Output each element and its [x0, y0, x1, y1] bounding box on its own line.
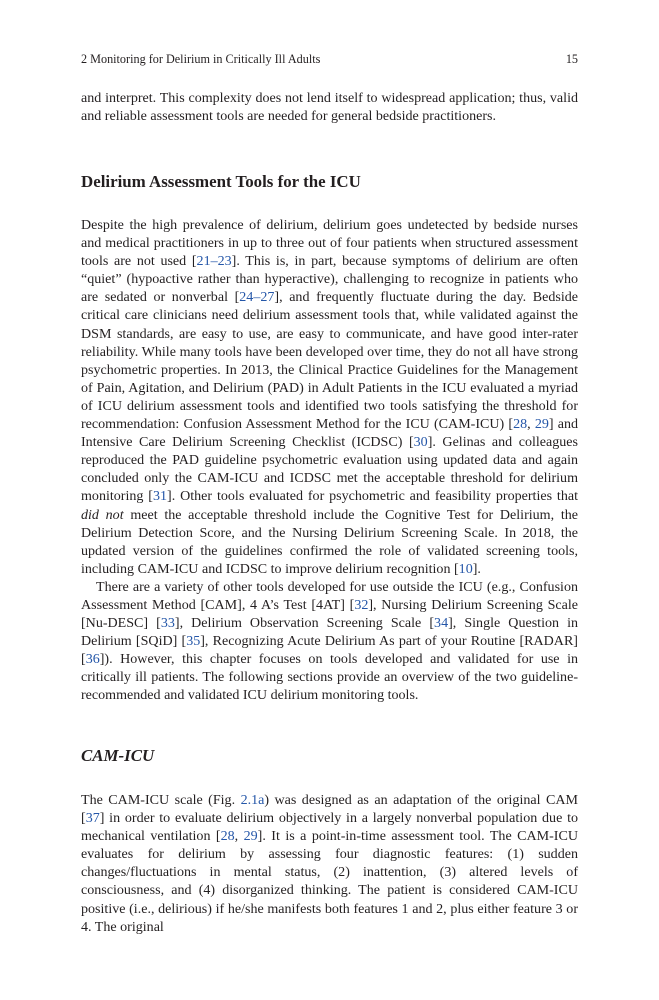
- section1-paragraph-2: There are a variety of other tools developed for use outside the ICU (e.g., Confusion Assessment Method [CAM], 4 A’s Test [4AT] [32], Nursing Delirium Screening Scale [Nu-DESC] [33], Delirium Observation Screening Scale [34], Single Question in Delirium [SQiD] [35], Recognizing Acute Delirium As part of your Routine [RADAR] [36]). However, this chapter focuses on tools developed and validated for use in critically ill patients. The following sections provide an overview of the two guideline-recommended and validated ICU delirium monitoring tools.: [81, 578, 579, 704]
- citation-link[interactable]: 29: [534, 416, 549, 433]
- citation-link[interactable]: 21–23: [196, 253, 232, 270]
- section1-body: [81, 216, 578, 705]
- citation-link[interactable]: 29: [243, 828, 258, 845]
- section-heading-cam-icu: CAM-ICU: [81, 746, 155, 765]
- citation-link[interactable]: 36: [85, 651, 100, 668]
- section2-body: [81, 791, 578, 936]
- citation-link[interactable]: 32: [354, 596, 369, 613]
- citation-link[interactable]: 28: [513, 416, 528, 433]
- citation-link[interactable]: 37: [85, 810, 100, 827]
- citation-link[interactable]: 31: [153, 488, 168, 505]
- citation-link[interactable]: 24–27: [239, 289, 275, 306]
- section1-paragraph-1: Despite the high prevalence of delirium, delirium goes undetected by bedside nurses and medical practitioners in up to three out of four patients when structured assessment tools are not used [21–23]. This is, in part, because symptoms of delirium are often “quiet” (hypoactive rather than hyperactive), challenging to recognize in patients who are sedated or nonverbal [24–27], and frequently fluctuate during the day. Bedside critical care clinicians need delirium assessment tools that, while validated against the DSM standards, are easy to use, are easy to communicate, and have good inter-rater reliability. While many tools have been developed over time, they do not all have strong psychometric properties. In 2013, the Clinical Practice Guidelines for the Management of Pain, Agitation, and Delirium (PAD) in Adult Patients in the ICU evaluated a myriad of ICU delirium assessment tools and identified two tools satisfying the threshold for recommendation: Confusion Assessment Method for the ICU (CAM-ICU) [28, 29] and Intensive Care Delirium Screening Checklist (ICDSC) [30]. Gelinas and colleagues reproduced the PAD guideline psychometric evaluation using updated data and again concluded only the CAM-ICU and ICDSC met the acceptable threshold for delirium monitoring [31]. Other tools evaluated for psychometric and feasibility properties that did not meet the acceptable threshold include the Cognitive Test for Delirium, the Delirium Detection Score, and the Nursing Delirium Screening Scale. In 2018, the updated version of the guidelines confirmed the role of validated screening tools, including CAM-ICU and ICDSC to improve delirium recognition [10].: [81, 217, 579, 577]
- citation-link[interactable]: 10: [458, 560, 473, 577]
- running-title: 2 Monitoring for Delirium in Critically Ill Adults: [81, 52, 321, 66]
- intro-paragraph-block: [81, 89, 578, 125]
- section2-paragraph-1: The CAM-ICU scale (Fig. 2.1a) was designed as an adaptation of the original CAM [37] in order to evaluate delirium objectively in a largely nonverbal population due to mechanical ventilation [28, 29]. It is a point-in-time assessment tool. The CAM-ICU evaluates for delirium by assessing four diagnostic features: (1) sudden changes/fluctuations in mental status, (2) inattention, (3) altered levels of consciousness, and (4) disorganized thinking. The patient is considered CAM-ICU positive (i.e., delirious) if he/she manifests both features 1 and 2, plus either feature 3 or 4. The original: [81, 792, 578, 935]
- citation-link[interactable]: 34: [434, 615, 449, 632]
- page-number: 15: [565, 52, 578, 66]
- citation-link[interactable]: 35: [186, 633, 201, 650]
- running-header: [81, 51, 578, 67]
- figure-link[interactable]: 2.1a: [240, 792, 265, 808]
- emphasis-text: did not: [81, 506, 124, 523]
- citation-link[interactable]: 30: [413, 434, 428, 451]
- intro-paragraph: and interpret. This complexity does not lend itself to widespread application; thus, valid and reliable assessment tools are needed for general bedside practitioners.: [81, 90, 578, 125]
- citation-link[interactable]: 28: [220, 828, 235, 845]
- section-heading-assessment-tools: Delirium Assessment Tools for the ICU: [81, 172, 361, 191]
- citation-link[interactable]: 33: [160, 615, 175, 632]
